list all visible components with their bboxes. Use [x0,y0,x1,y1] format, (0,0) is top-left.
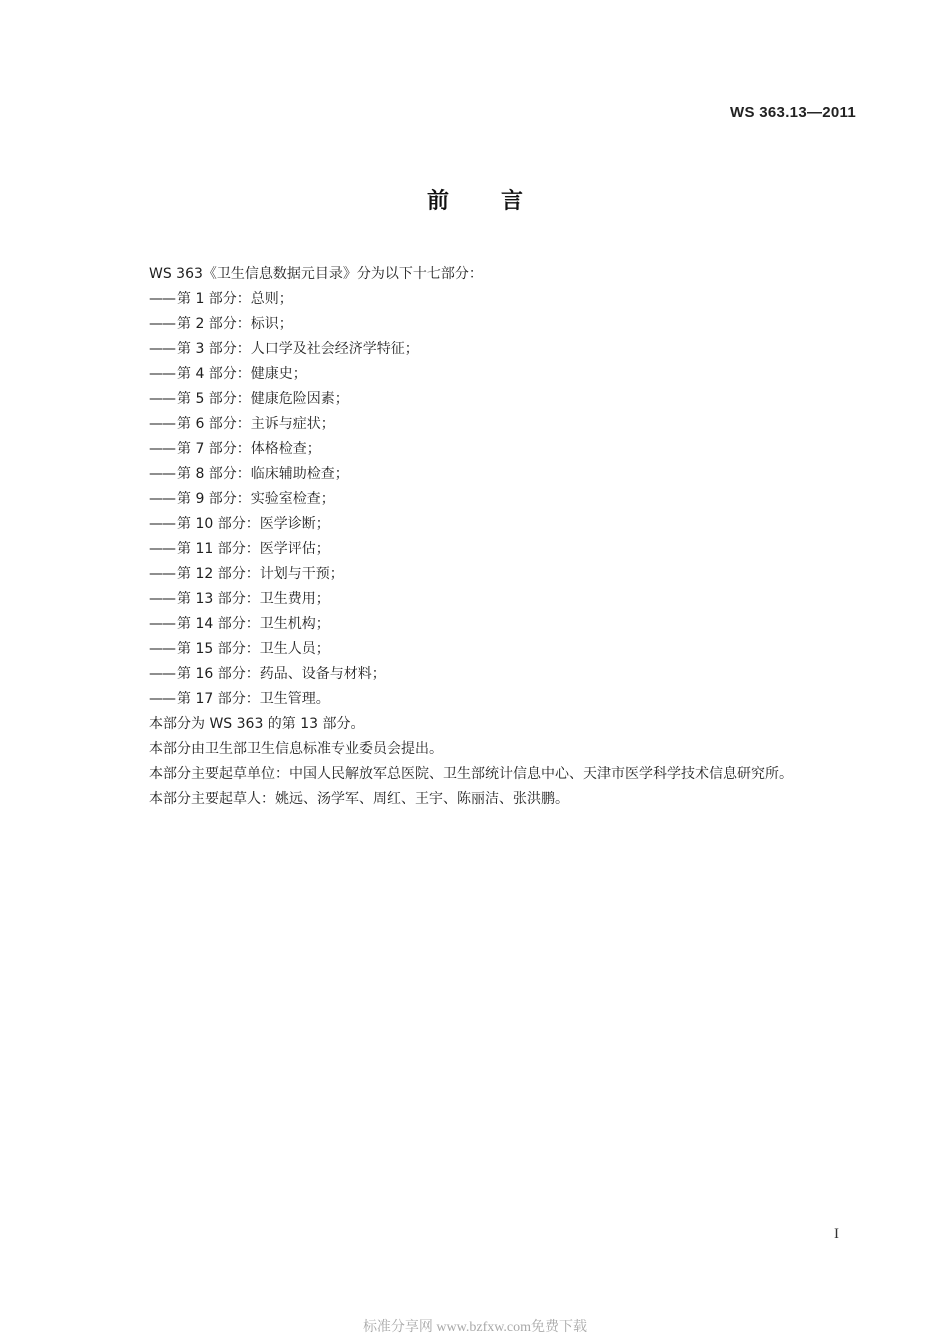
list-item [116,587,860,612]
dash: —— [149,391,175,407]
dash: —— [149,316,175,332]
list-item [116,612,860,637]
part-label: 第 16 部分：药品、设备与材料； [177,666,386,682]
dash: —— [149,291,175,307]
part-label: 第 4 部分：健康史； [177,366,307,382]
list-item [116,687,860,712]
dash: —— [149,416,175,432]
dash: —— [149,491,175,507]
page-number: I [834,1226,839,1242]
part-label: 第 8 部分：临床辅助检查； [177,466,349,482]
part-label: 第 2 部分：标识； [177,316,293,332]
dash: —— [149,616,175,632]
dash: —— [149,366,175,382]
part-label: 第 9 部分：实验室检查； [177,491,335,507]
proposed-by: 本部分由卫生部卫生信息标准专业委员会提出。 [149,741,443,757]
drafters: 本部分主要起草人：姚远、汤学军、周红、王宇、陈丽洁、张洪鹏。 [149,791,569,807]
dash: —— [149,466,175,482]
dash: —— [149,666,175,682]
list-item [116,362,860,387]
part-label: 第 7 部分：体格检查； [177,441,321,457]
list-item [116,487,860,512]
part-label: 第 15 部分：卫生人员； [177,641,330,657]
list-item [116,387,860,412]
part-label: 第 1 部分：总则； [177,291,293,307]
list-item [116,412,860,437]
dash: —— [149,641,175,657]
list-item [116,337,860,362]
standard-code: WS 363.13—2011 [730,104,856,121]
list-item [116,562,860,587]
part-label: 第 17 部分：卫生管理。 [177,691,330,707]
page-title: 前言 [426,189,575,214]
dash: —— [149,566,175,582]
part-label: 第 14 部分：卫生机构； [177,616,330,632]
part-label: 第 12 部分：计划与干预； [177,566,344,582]
list-item [116,512,860,537]
dash: —— [149,691,175,707]
parts-list [116,287,860,712]
part-statement: 本部分为 WS 363 的第 13 部分。 [149,716,365,732]
part-label: 第 5 部分：健康危险因素； [177,391,349,407]
dash: —— [149,441,175,457]
watermark: 标准分享网 www.bzfxw.com免费下载 [362,1320,588,1335]
list-item [116,537,860,562]
list-item [116,637,860,662]
list-item [116,312,860,337]
part-label: 第 11 部分：医学评估； [177,541,330,557]
intro-line: WS 363《卫生信息数据元目录》分为以下十七部分： [149,266,483,282]
part-label: 第 6 部分：主诉与症状； [177,416,335,432]
list-item [116,662,860,687]
part-label: 第 13 部分：卫生费用； [177,591,330,607]
dash: —— [149,591,175,607]
drafting-units: 本部分主要起草单位：中国人民解放军总医院、卫生部统计信息中心、天津市医学科学技术信息研究所。 [149,766,793,782]
part-label: 第 3 部分：人口学及社会经济学特征； [177,341,419,357]
list-item [116,437,860,462]
part-label: 第 10 部分：医学诊断； [177,516,330,532]
list-item [116,287,860,312]
foreword-body [116,262,860,812]
dash: —— [149,341,175,357]
dash: —— [149,516,175,532]
dash: —— [149,541,175,557]
list-item [116,462,860,487]
